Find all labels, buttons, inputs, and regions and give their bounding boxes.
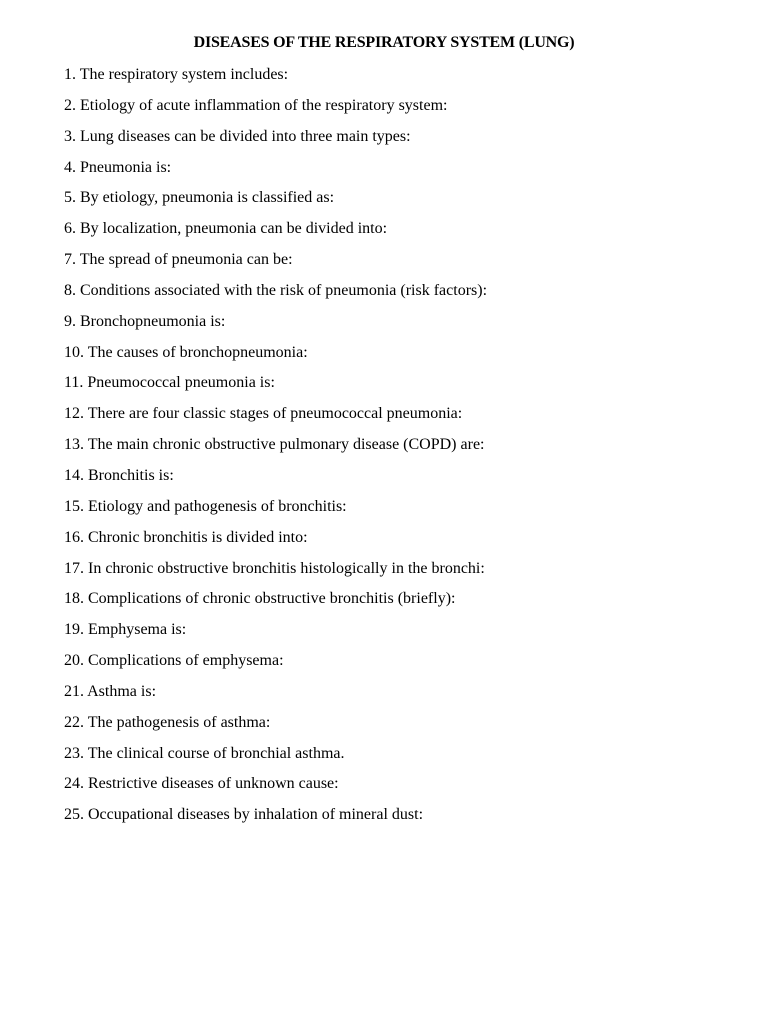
document-title: DISEASES OF THE RESPIRATORY SYSTEM (LUNG) [193,34,575,51]
question-item: 16. Chronic bronchitis is divided into: [64,528,308,546]
question-item: 8. Conditions associated with the risk of pneumonia (risk factors): [64,281,488,299]
question-item: 10. The causes of bronchopneumonia: [64,343,308,361]
question-item: 7. The spread of pneumonia can be: [64,251,293,269]
question-item: 13. The main chronic obstructive pulmonary disease (COPD) are: [64,436,485,454]
question-item: 24. Restrictive diseases of unknown cause: [64,775,339,793]
question-item: 1. The respiratory system includes: [64,66,289,83]
question-item: 11. Pneumococcal pneumonia is: [64,374,275,392]
question-item: 5. By etiology, pneumonia is classified as: [64,189,335,207]
question-item: 15. Etiology and pathogenesis of bronchitis: [64,497,347,515]
question-list [64,65,487,836]
question-item: 17. In chronic obstructive bronchitis histologically in the bronchi: [64,559,485,577]
question-item: 21. Asthma is: [64,682,157,700]
question-item: 20. Complications of emphysema: [64,652,284,670]
question-item: 6. By localization, pneumonia can be divided into: [64,220,388,238]
question-item: 4. Pneumonia is: [64,158,172,176]
question-item: 2. Etiology of acute inflammation of the respiratory system: [64,96,448,114]
question-item: 23. The clinical course of bronchial asthma. [64,744,345,762]
question-item: 19. Emphysema is: [64,621,187,639]
question-item: 14. Bronchitis is: [64,466,174,484]
question-item: 3. Lung diseases can be divided into three main types: [64,127,411,145]
question-item: 22. The pathogenesis of asthma: [64,713,271,731]
question-item: 25. Occupational diseases by inhalation of mineral dust: [64,806,424,824]
question-item: 12. There are four classic stages of pneumococcal pneumonia: [64,405,463,423]
question-item: 9. Bronchopneumonia is: [64,312,226,330]
question-item: 18. Complications of chronic obstructive bronchitis (briefly): [64,590,456,608]
